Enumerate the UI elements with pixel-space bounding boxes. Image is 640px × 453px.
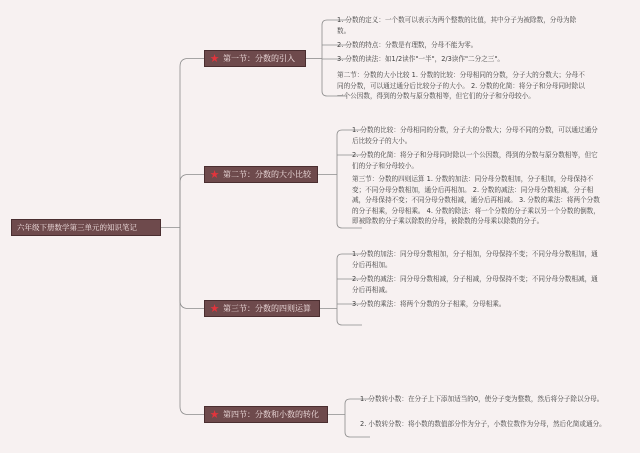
leaf-1-4: 第二节：分数的大小比较 1. 分数的比较：分母相同的分数，分子大的分数大；分母不同的分数，可以通过通分后比较分子的大小。 2. 分数的化简：将分子和分母同时除以一个公因数，得到的分数与原分数相等，但它们的分子和分母较小。 xyxy=(337,71,585,100)
root-topic[interactable]: 六年级下册数学第三单元的知识笔记 xyxy=(11,219,161,236)
section-connector-1 xyxy=(180,59,204,228)
leaf-3-2: 2. 分数的减法：同分母分数相减，分子相减，分母保持不变；不同分母分数相减，通分后再相减。 xyxy=(352,275,598,294)
leaf-2-1: 1. 分数的比较：分母相同的分数，分子大的分数大；分母不同的分数，可以通过通分后比较分子的大小。 xyxy=(352,126,598,145)
section-4-node[interactable] xyxy=(204,406,328,423)
section-connector-4 xyxy=(180,228,204,415)
section-2-title: 第二节：分数的大小比较 xyxy=(223,170,311,179)
leaf-3-1: 1. 分数的加法：同分母分数相加，分子相加，分母保持不变；不同分母分数相加，通分后再相加。 xyxy=(352,250,598,269)
leaf-connector-4-2 xyxy=(345,432,370,437)
section-2-node[interactable] xyxy=(204,166,318,183)
section-connector-3 xyxy=(180,228,204,309)
star-icon: ★ xyxy=(209,168,220,181)
section-1-node[interactable] xyxy=(204,50,306,67)
section-1-title: 第一节：分数的引入 xyxy=(223,54,295,63)
section-connector-2 xyxy=(180,175,204,228)
star-icon: ★ xyxy=(209,302,220,315)
star-icon: ★ xyxy=(209,408,220,421)
leaf-connector-3-4 xyxy=(337,320,362,325)
leaf-1-3: 3. 分数的读法：如1/2读作"一半"，2/3读作"二分之三"。 xyxy=(337,55,505,63)
leaf-1-2: 2. 分数的特点：分数是有理数，分母不能为零。 xyxy=(337,41,478,49)
leaf-3-3: 3. 分数的乘法：将两个分数的分子相乘，分母相乘。 xyxy=(352,300,506,308)
leaf-4-2: 2. 小数转分数：将小数的数值部分作为分子，小数位数作为分母，然后化简或通分。 xyxy=(360,420,606,428)
star-icon: ★ xyxy=(209,52,220,65)
leaf-1-1: 1. 分数的定义：一个数可以表示为两个整数的比值，其中分子为被除数，分母为除数。 xyxy=(337,16,577,35)
leaf-2-3: 第三节：分数的四则运算 1. 分数的加法：同分母分数相加，分子相加，分母保持不变；不同分母分数相加，通分后再相加。 2. 分数的减法：同分母分数相减，分子相减，分母保持不变；不同分母分数相减，通分后再相减。 3. 分数的乘法：将两个分数的分子相乘，分母相乘。 4. 分数的除法：将一个分数的分子乘以另一个分数的倒数，即被除数的分子乘以除数的分母，被除数的分母乘以除数的分子。 xyxy=(352,175,600,225)
section-3-node[interactable] xyxy=(204,300,320,317)
section-4-title: 第四节：分数和小数的转化 xyxy=(223,410,319,419)
leaf-4-1: 1. 分数转小数：在分子上下添加适当的0，使分子变为整数，然后将分子除以分母。 xyxy=(360,395,604,403)
section-3-title: 第三节：分数的四则运算 xyxy=(223,304,311,313)
leaf-2-2: 2. 分数的化简：将分子和分母同时除以一个公因数，得到的分数与原分数相等，但它们的分子和分母较小。 xyxy=(352,151,598,170)
